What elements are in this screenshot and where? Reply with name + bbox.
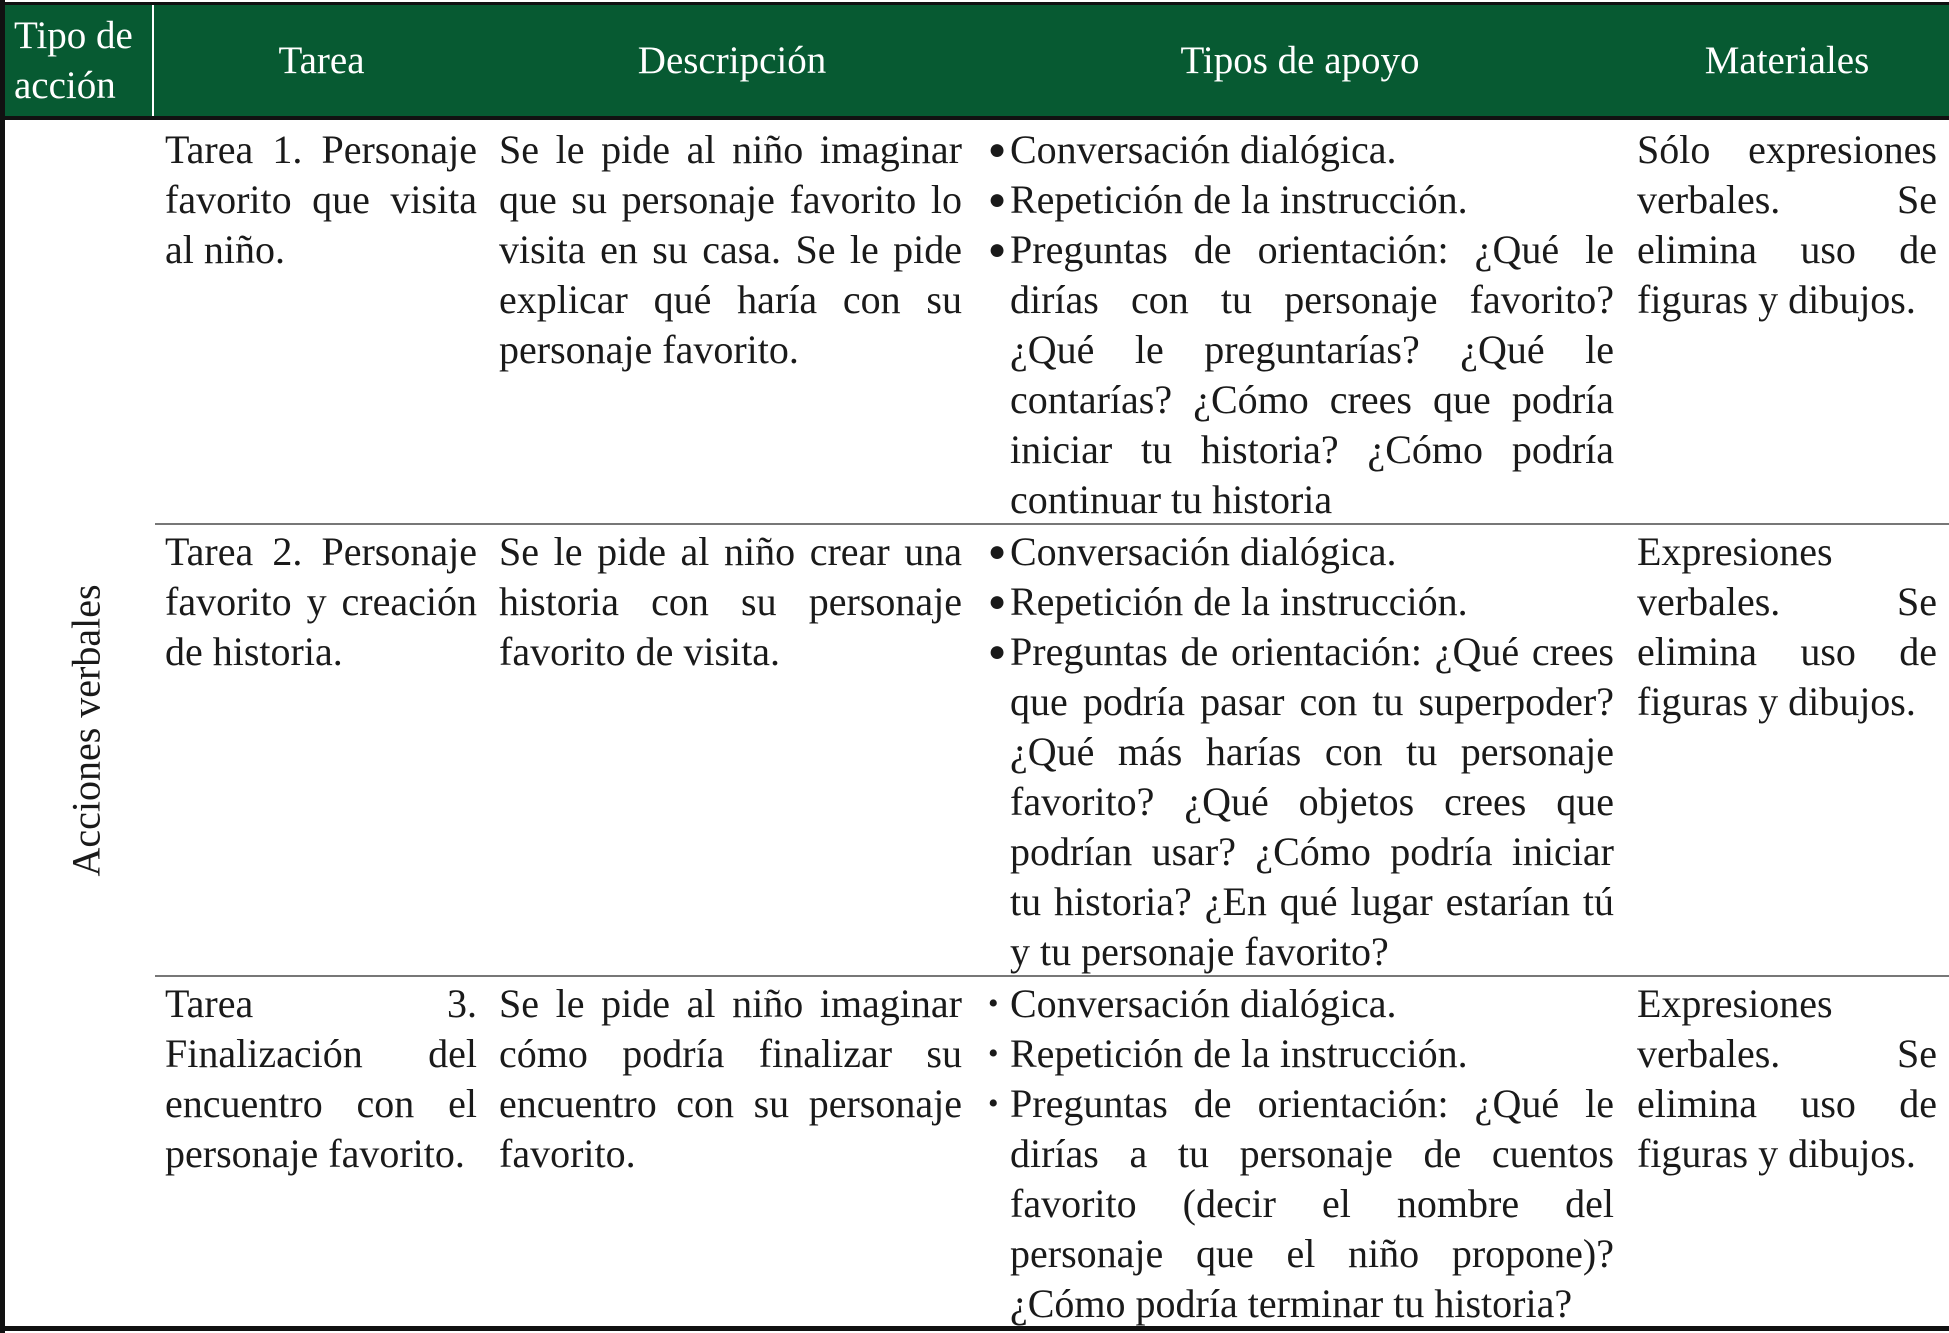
- bullet-icon: ●: [988, 233, 1007, 266]
- header-tipos-apoyo: Tipos de apoyo: [1180, 38, 1420, 82]
- row-divider: [155, 523, 1949, 525]
- table-left-border: [0, 0, 5, 1333]
- row-1-descripcion: Se le pide al niño imaginar que su personaje favorito lo visita en su casa. Se le pide explicar qué haría con su personaje favorito.: [499, 127, 962, 372]
- table-header: [0, 2, 1949, 120]
- row-2-materiales: Expresiones verbales. Se elimina uso de figuras y dibujos.: [1637, 529, 1937, 724]
- row-2-tarea: Tarea 2. Personaje favorito y creación de historia.: [165, 529, 477, 674]
- group-label: [30, 400, 142, 1060]
- header-descripcion: Descripción: [637, 38, 827, 82]
- row-1-tarea: Tarea 1. Personaje favorito que visita al niño.: [165, 127, 477, 272]
- row-1-apoyos: [988, 125, 1614, 525]
- table-bottom-border: [0, 1326, 1949, 1331]
- list-item: ● Preguntas de orientación: ¿Qué crees que podría pasar con tu superpoder? ¿Qué más harías con tu personaje favorito? ¿Qué objetos crees que podrían usar? ¿Cómo podría iniciar tu historia? ¿En qué lugar estarían tú y tu personaje favorito?: [988, 629, 1614, 974]
- row-3-materiales: Expresiones verbales. Se elimina uso de figuras y dibujos.: [1637, 981, 1937, 1176]
- bullet-icon: •: [988, 1037, 999, 1070]
- list-item: ● Preguntas de orientación: ¿Qué le dirías con tu personaje favorito? ¿Qué le preguntarías? ¿Qué le contarías? ¿Cómo crees que podría iniciar tu historia? ¿Cómo podría continuar tu historia: [988, 227, 1614, 522]
- bullet-icon: ●: [988, 133, 1007, 166]
- bullet-icon: •: [988, 1087, 999, 1120]
- row-divider: [155, 975, 1949, 977]
- row-2-apoyos: [988, 527, 1614, 977]
- bullet-icon: ●: [988, 635, 1007, 668]
- bullet-icon: ●: [988, 535, 1007, 568]
- bullet-icon: ●: [988, 585, 1007, 618]
- list-item: • Repetición de la instrucción.: [988, 1029, 1614, 1079]
- row-2-descripcion: Se le pide al niño crear una historia con su personaje favorito de visita.: [499, 529, 962, 674]
- row-3-descripcion: Se le pide al niño imaginar cómo podría finalizar su encuentro con su personaje favorito.: [499, 981, 962, 1176]
- list-item: ● Repetición de la instrucción.: [988, 175, 1614, 225]
- row-3-tarea: Tarea 3. Finalización del encuentro con el personaje favorito.: [165, 981, 477, 1176]
- bullet-icon: ●: [988, 183, 1007, 216]
- row-3-apoyos: [988, 979, 1614, 1329]
- list-item: ● Conversación dialógica.: [988, 125, 1614, 175]
- list-item: • Preguntas de orientación: ¿Qué le dirías a tu personaje de cuentos favorito (decir el nombre del personaje que el niño propone)? ¿Cómo podría terminar tu historia?: [988, 1081, 1614, 1326]
- list-item: ● Conversación dialógica.: [988, 527, 1614, 577]
- list-item: ● Repetición de la instrucción.: [988, 577, 1614, 627]
- list-item: • Conversación dialógica.: [988, 979, 1614, 1029]
- group-label-text: Acciones verbales: [63, 583, 109, 877]
- header-tipo-accion: Tipo de acción: [14, 13, 133, 107]
- header-materiales: Materiales: [1704, 38, 1870, 82]
- row-1-materiales: Sólo expresiones verbales. Se elimina uso de figuras y dibujos.: [1637, 127, 1937, 322]
- bullet-icon: •: [988, 987, 999, 1020]
- header-tarea: Tarea: [278, 38, 365, 82]
